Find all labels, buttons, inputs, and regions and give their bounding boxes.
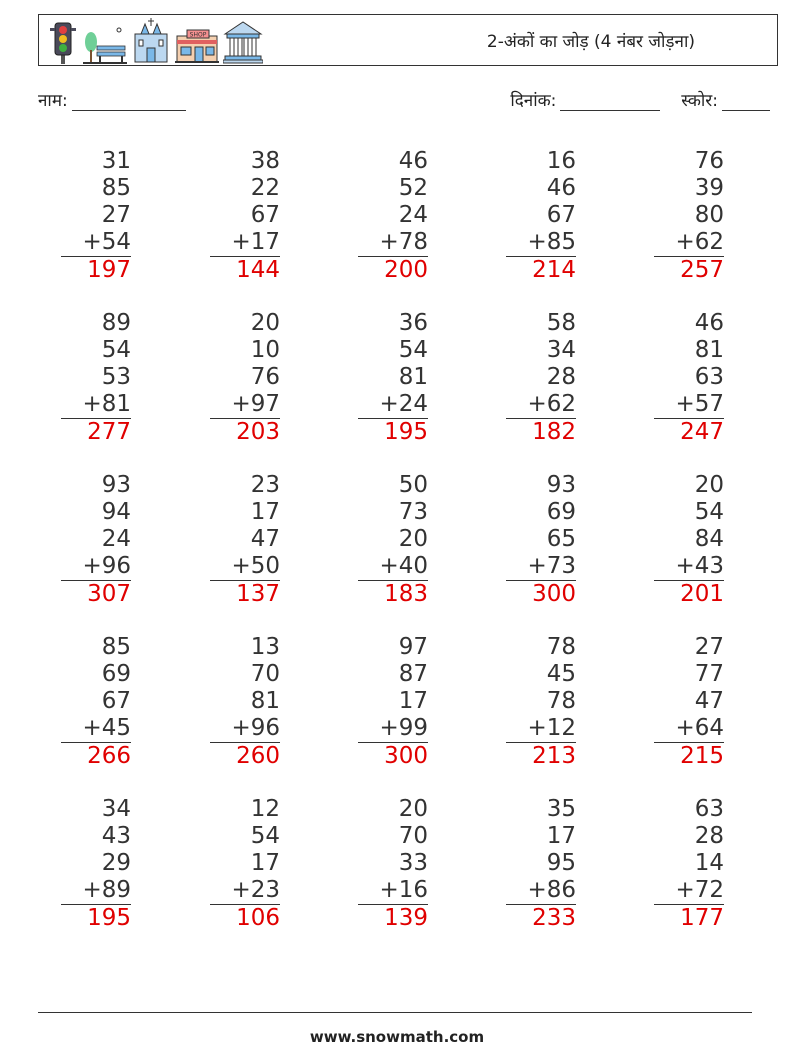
addend: 12 <box>250 796 280 822</box>
addition-problem <box>61 148 131 284</box>
addend: 89 <box>101 310 131 336</box>
addend: 52 <box>398 175 428 201</box>
shop-icon <box>175 28 219 64</box>
date-score-fields <box>510 88 770 111</box>
last-addend-with-plus: +50 <box>210 553 280 581</box>
addend: 34 <box>101 796 131 822</box>
addend: 63 <box>694 364 724 390</box>
answer: 233 <box>532 905 576 931</box>
addend: 14 <box>694 850 724 876</box>
addend: 67 <box>250 202 280 228</box>
addend: 85 <box>101 634 131 660</box>
addend: 93 <box>101 472 131 498</box>
last-addend-with-plus: +23 <box>210 877 280 905</box>
addend: 46 <box>398 148 428 174</box>
addend: 17 <box>546 823 576 849</box>
addend: 24 <box>398 202 428 228</box>
addend: 76 <box>694 148 724 174</box>
addend: 54 <box>250 823 280 849</box>
last-addend-with-plus: +85 <box>506 229 576 257</box>
addend: 54 <box>101 337 131 363</box>
addend: 47 <box>694 688 724 714</box>
addend: 39 <box>694 175 724 201</box>
last-addend-with-plus: +78 <box>358 229 428 257</box>
addend: 94 <box>101 499 131 525</box>
addition-problem <box>358 310 428 446</box>
addend: 20 <box>398 796 428 822</box>
last-addend-with-plus: +99 <box>358 715 428 743</box>
addend: 80 <box>694 202 724 228</box>
addend: 78 <box>546 634 576 660</box>
addition-problem <box>358 472 428 608</box>
addend: 16 <box>546 148 576 174</box>
answer: 182 <box>532 419 576 445</box>
addend: 73 <box>398 499 428 525</box>
addend: 23 <box>250 472 280 498</box>
answer: 260 <box>236 743 280 769</box>
addend: 85 <box>101 175 131 201</box>
addend: 13 <box>250 634 280 660</box>
addend: 78 <box>546 688 576 714</box>
addend: 70 <box>398 823 428 849</box>
addend: 50 <box>398 472 428 498</box>
addend: 65 <box>546 526 576 552</box>
addend: 20 <box>398 526 428 552</box>
addend: 84 <box>694 526 724 552</box>
answer: 300 <box>532 581 576 607</box>
addend: 53 <box>101 364 131 390</box>
addend: 20 <box>694 472 724 498</box>
name-label: नाम: <box>38 91 68 111</box>
addend: 81 <box>250 688 280 714</box>
last-addend-with-plus: +96 <box>61 553 131 581</box>
name-field <box>38 88 186 111</box>
worksheet-header <box>38 14 778 66</box>
addition-problem <box>210 634 280 770</box>
addition-problem <box>506 634 576 770</box>
addition-problem <box>358 148 428 284</box>
last-addend-with-plus: +73 <box>506 553 576 581</box>
addend: 58 <box>546 310 576 336</box>
date-label: दिनांक: <box>510 91 557 111</box>
addition-problem <box>654 796 724 932</box>
last-addend-with-plus: +43 <box>654 553 724 581</box>
header-icons <box>47 18 263 64</box>
last-addend-with-plus: +12 <box>506 715 576 743</box>
addend: 43 <box>101 823 131 849</box>
addition-problem <box>358 796 428 932</box>
answer: 195 <box>384 419 428 445</box>
last-addend-with-plus: +89 <box>61 877 131 905</box>
addend: 28 <box>546 364 576 390</box>
answer: 200 <box>384 257 428 283</box>
church-icon <box>131 18 171 64</box>
addend: 31 <box>101 148 131 174</box>
last-addend-with-plus: +96 <box>210 715 280 743</box>
answer: 203 <box>236 419 280 445</box>
answer: 300 <box>384 743 428 769</box>
answer: 201 <box>680 581 724 607</box>
addend: 17 <box>398 688 428 714</box>
answer: 144 <box>236 257 280 283</box>
addend: 34 <box>546 337 576 363</box>
svg-text:SHOP: SHOP <box>189 31 207 39</box>
addend: 69 <box>546 499 576 525</box>
answer: 106 <box>236 905 280 931</box>
answer: 137 <box>236 581 280 607</box>
last-addend-with-plus: +17 <box>210 229 280 257</box>
last-addend-with-plus: +62 <box>654 229 724 257</box>
addend: 33 <box>398 850 428 876</box>
last-addend-with-plus: +97 <box>210 391 280 419</box>
addend: 81 <box>398 364 428 390</box>
addend: 24 <box>101 526 131 552</box>
addend: 67 <box>101 688 131 714</box>
addend: 17 <box>250 499 280 525</box>
addition-problem <box>654 148 724 284</box>
addend: 47 <box>250 526 280 552</box>
addend: 27 <box>694 634 724 660</box>
addend: 45 <box>546 661 576 687</box>
footer-divider <box>38 1012 752 1013</box>
answer: 247 <box>680 419 724 445</box>
park-bench-icon <box>83 24 127 64</box>
addend: 81 <box>694 337 724 363</box>
answer: 213 <box>532 743 576 769</box>
addend: 36 <box>398 310 428 336</box>
addition-problem <box>654 310 724 446</box>
answer: 307 <box>87 581 131 607</box>
addend: 17 <box>250 850 280 876</box>
last-addend-with-plus: +62 <box>506 391 576 419</box>
addend: 70 <box>250 661 280 687</box>
name-blank[interactable] <box>72 92 186 111</box>
footer-site: www.snowmath.com <box>309 1028 485 1046</box>
addend: 87 <box>398 661 428 687</box>
last-addend-with-plus: +72 <box>654 877 724 905</box>
addend: 20 <box>250 310 280 336</box>
worksheet-title: 2-अंकों का जोड़ (4 नंबर जोड़ना) <box>486 32 695 52</box>
last-addend-with-plus: +16 <box>358 877 428 905</box>
addend: 38 <box>250 148 280 174</box>
answer: 215 <box>680 743 724 769</box>
score-label: स्कोर: <box>681 91 718 111</box>
score-blank[interactable] <box>722 92 770 111</box>
addend: 93 <box>546 472 576 498</box>
answer: 266 <box>87 743 131 769</box>
addition-problem <box>506 148 576 284</box>
addition-problem <box>210 148 280 284</box>
addition-problem <box>210 472 280 608</box>
addend: 46 <box>546 175 576 201</box>
addend: 54 <box>694 499 724 525</box>
last-addend-with-plus: +54 <box>61 229 131 257</box>
addend: 76 <box>250 364 280 390</box>
last-addend-with-plus: +40 <box>358 553 428 581</box>
answer: 183 <box>384 581 428 607</box>
addition-problem <box>654 472 724 608</box>
addition-problem <box>61 310 131 446</box>
addend: 67 <box>546 202 576 228</box>
answer: 177 <box>680 905 724 931</box>
addition-problem <box>210 310 280 446</box>
addend: 35 <box>546 796 576 822</box>
addend: 29 <box>101 850 131 876</box>
addend: 22 <box>250 175 280 201</box>
bank-icon <box>223 20 263 64</box>
addition-problem <box>654 634 724 770</box>
answer: 257 <box>680 257 724 283</box>
addition-problem <box>61 634 131 770</box>
addend: 46 <box>694 310 724 336</box>
addition-problem <box>61 472 131 608</box>
addend: 54 <box>398 337 428 363</box>
last-addend-with-plus: +81 <box>61 391 131 419</box>
addition-problem <box>506 310 576 446</box>
addend: 97 <box>398 634 428 660</box>
last-addend-with-plus: +86 <box>506 877 576 905</box>
last-addend-with-plus: +64 <box>654 715 724 743</box>
addition-problem <box>506 796 576 932</box>
traffic-light-icon <box>47 20 79 64</box>
addition-problem <box>61 796 131 932</box>
addend: 95 <box>546 850 576 876</box>
addend: 28 <box>694 823 724 849</box>
addend: 77 <box>694 661 724 687</box>
addition-problem <box>358 634 428 770</box>
last-addend-with-plus: +57 <box>654 391 724 419</box>
last-addend-with-plus: +45 <box>61 715 131 743</box>
answer: 197 <box>87 257 131 283</box>
addend: 63 <box>694 796 724 822</box>
answer: 214 <box>532 257 576 283</box>
addend: 10 <box>250 337 280 363</box>
date-blank[interactable] <box>560 92 660 111</box>
addend: 27 <box>101 202 131 228</box>
addition-problem <box>210 796 280 932</box>
answer: 277 <box>87 419 131 445</box>
addend: 69 <box>101 661 131 687</box>
last-addend-with-plus: +24 <box>358 391 428 419</box>
answer: 139 <box>384 905 428 931</box>
addition-problem <box>506 472 576 608</box>
answer: 195 <box>87 905 131 931</box>
